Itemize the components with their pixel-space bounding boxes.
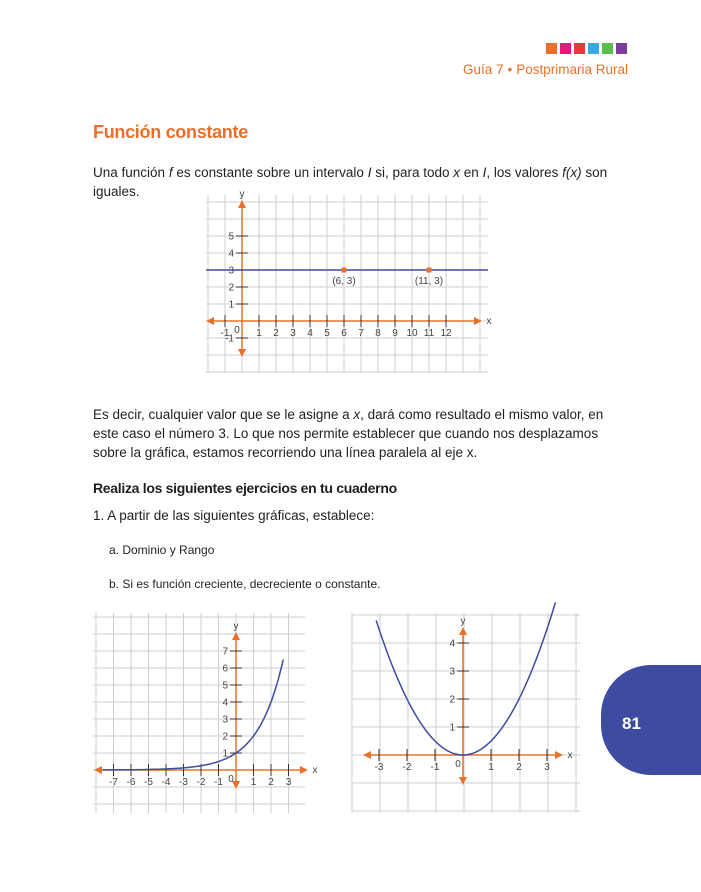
definition-interval: I [482,165,487,180]
y-tick-label: 4 [222,697,228,709]
x-tick-label: -7 [109,777,118,788]
definition-interval: I [367,165,372,180]
x-tick-label: 2 [516,762,522,773]
x-tick-label: 2 [273,328,279,339]
x-tick-label: -6 [126,777,136,788]
y-tick-label: 3 [449,666,455,678]
y-tick-label: 2 [228,282,234,294]
exponential-function-graph [93,613,318,813]
y-tick-label: 4 [228,248,234,260]
x-tick-label: 5 [324,328,330,339]
x-axis-arrow-right [555,751,563,759]
definition-text: Una función [93,165,169,180]
header-color-square [602,43,613,54]
x-tick-label: 1 [250,777,257,788]
x-tick-label: -5 [144,777,153,788]
x-tick-label: 3 [544,762,550,773]
x-tick-label: -2 [196,777,206,788]
header-color-squares [546,43,627,54]
point-label: (11, 3) [414,276,444,287]
exercise-item-a: a. Dominio y Rango [109,543,215,557]
definition-text: son iguales. [93,165,608,199]
page-tab [601,665,701,775]
definition-f: f [168,165,173,180]
x-tick-label: -1 [430,762,440,773]
x-tick-label: -3 [179,777,188,788]
x-tick-label: 3 [285,777,292,788]
y-axis-arrow-down [238,349,246,357]
y-axis-label: y [233,621,239,632]
x-axis-arrow-left [363,751,371,759]
y-tick-label: -1 [225,333,234,345]
y-tick-label: 3 [228,265,234,277]
header-bullet: • [507,62,513,77]
x-axis-label: x [486,316,492,327]
y-tick-label: 7 [222,646,228,658]
explanation-paragraph [93,405,613,462]
origin-label: 0 [455,759,461,770]
x-tick-label: 9 [392,328,398,339]
y-tick-label: 6 [222,663,228,675]
x-axis-arrow-right [474,317,482,325]
y-tick-label: 1 [222,748,228,760]
y-tick-label: 3 [222,714,228,726]
header-guide-title [463,62,628,77]
x-tick-label: 11 [423,328,435,339]
x-axis-arrow-left [94,766,102,774]
exercises-heading: Realiza los siguientes ejercicios en tu cuaderno [93,480,397,496]
header-color-square [574,43,585,54]
definition-text: si, para todo [371,165,454,180]
header-color-square [546,43,557,54]
exercise-item-1: 1. A partir de las siguientes gráficas, establece: [93,508,375,523]
x-tick-label: 10 [406,328,418,339]
x-tick-label: 6 [341,328,347,339]
definition-text: , los valores [486,165,563,180]
x-axis-arrow-right [300,766,308,774]
y-axis-arrow-up [232,632,240,640]
definition-fx: f(x) [562,165,582,180]
definition-x: x [453,165,461,180]
y-tick-label: 5 [228,231,234,243]
y-tick-label: 2 [222,731,228,743]
x-tick-label: 8 [375,328,381,339]
x-tick-label: -1 [220,328,230,339]
x-axis-label: x [567,750,573,761]
x-tick-label: -3 [374,762,384,773]
y-tick-label: 1 [228,299,234,311]
point-label: (6, 3) [332,276,356,287]
exercise-item-b: b. Si es función creciente, decreciente o constante. [109,577,381,591]
guide-label: Guía 7 [462,62,504,77]
y-tick-label: 4 [449,638,455,650]
x-tick-label: 7 [358,328,364,339]
x-tick-label: -1 [214,777,223,788]
parabola-curve [376,603,555,756]
y-axis-arrow-up [238,200,246,208]
header-color-square [588,43,599,54]
x-tick-label: 1 [488,762,494,773]
x-tick-label: -4 [161,777,171,788]
definition-text: es constante sobre un intervalo [172,165,368,180]
x-tick-label: -2 [402,762,412,773]
explanation-text: Es decir, cualquier valor que se le asigne a [93,407,354,422]
quadratic-function-graph [352,613,580,813]
point-marker [342,268,347,273]
point-marker [427,268,432,273]
x-axis-label: x [312,765,318,776]
x-tick-label: 12 [440,328,452,339]
x-axis-arrow-left [206,317,214,325]
header-color-square [560,43,571,54]
header-color-square [616,43,627,54]
y-axis-arrow-up [459,627,467,635]
x-tick-label: 3 [290,328,296,339]
y-tick-label: 5 [222,680,228,692]
page-number: 81 [622,714,641,733]
y-tick-label: 1 [449,722,455,734]
definition-text: en [460,165,483,180]
series-label: Postprimaria Rural [516,62,628,77]
x-tick-label: 2 [268,777,274,788]
explanation-x: x [353,407,361,422]
y-axis-label: y [239,189,245,200]
constant-function-graph [206,189,492,373]
x-tick-label: 4 [307,328,313,339]
section-title: Función constante [93,122,248,142]
x-tick-label: 1 [256,328,262,339]
origin-label: 0 [234,325,240,336]
y-axis-label: y [460,616,466,627]
origin-label: 0 [228,774,234,785]
y-axis-arrow-down [459,777,467,785]
y-tick-label: 2 [449,694,455,706]
explanation-text: , dará como resultado el mismo valor, en este caso el número 3. Lo que nos permite establecer que cuando nos desplazamos sobre la gráfica, estamos recorriendo una línea paralela al eje x. [93,407,604,460]
